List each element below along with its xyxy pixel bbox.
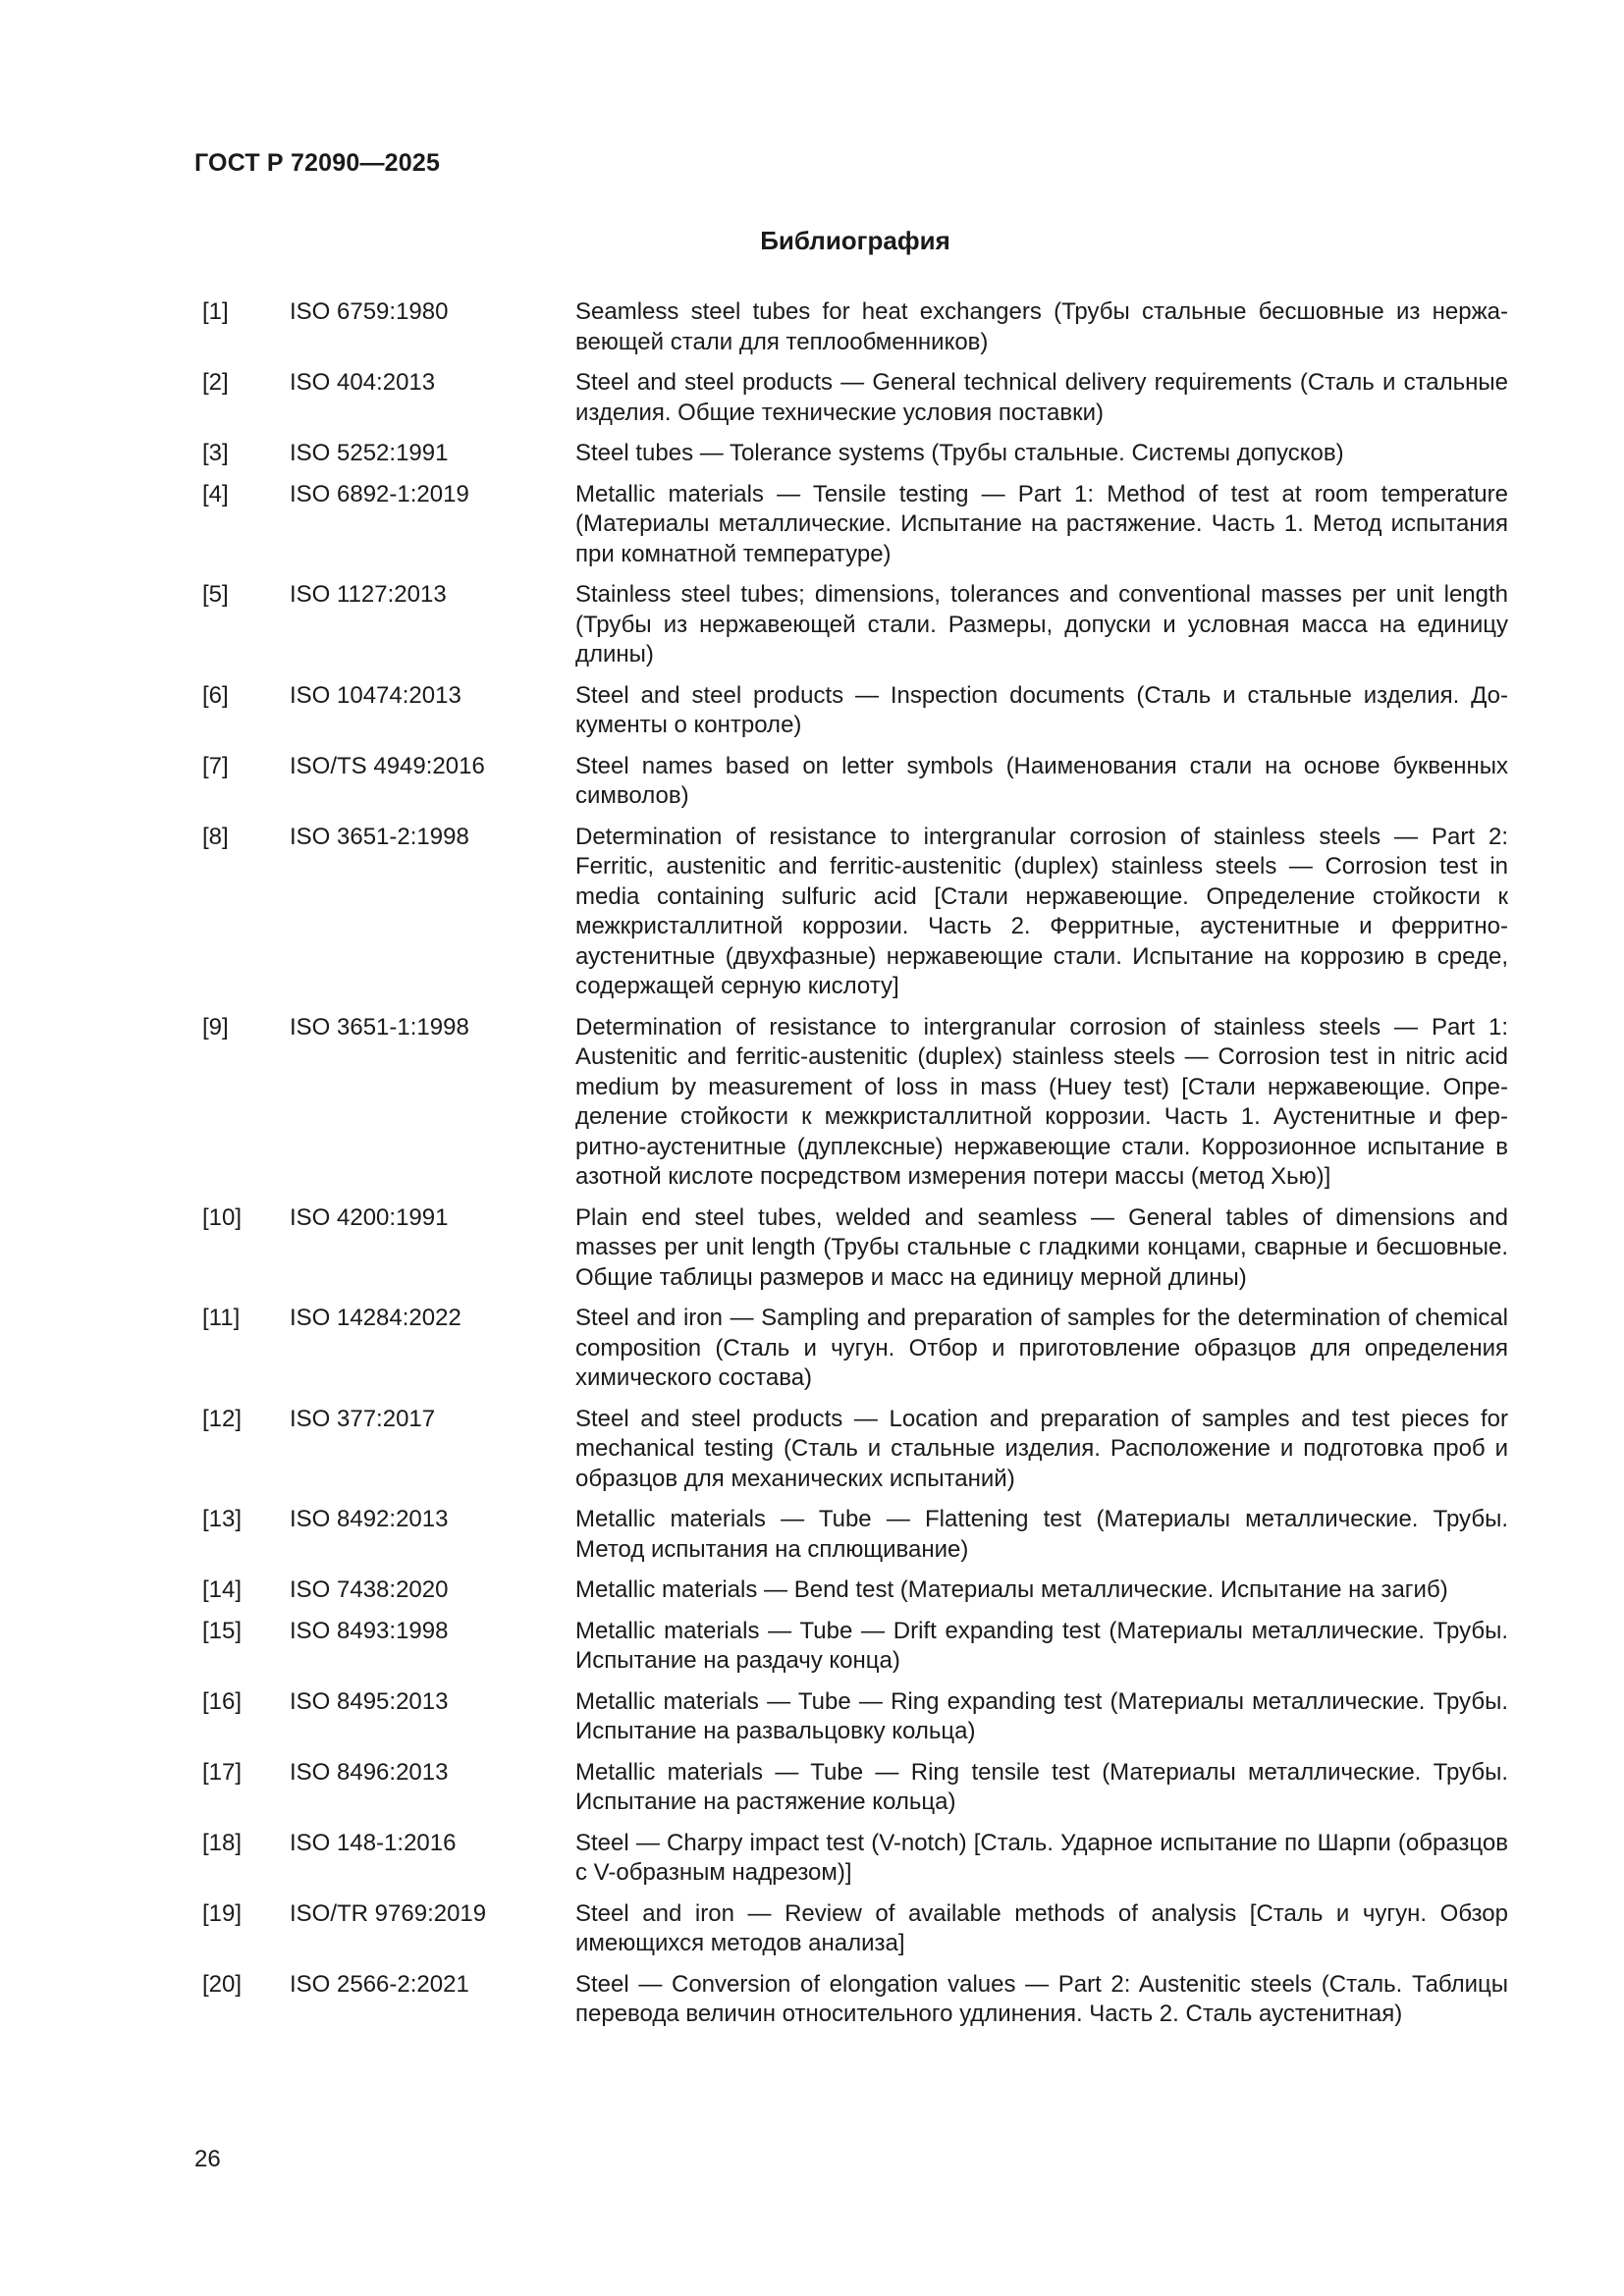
reference-entry [202, 580, 1508, 670]
reference-standard-code: ISO 7438:2020 [290, 1576, 449, 1603]
bibliography-title: Библиография [760, 226, 950, 255]
reference-standard-code: ISO 4200:1991 [290, 1203, 449, 1231]
reference-entry [202, 1405, 1508, 1495]
reference-entry [202, 1013, 1508, 1193]
reference-entry [202, 1758, 1508, 1818]
reference-title: Steel tubes — Tolerance systems (Трубы стальные. Системы допусков) [575, 440, 1344, 466]
reference-number: [4] [202, 480, 229, 507]
reference-number: [10] [202, 1203, 243, 1231]
reference-number: [2] [202, 369, 229, 396]
reference-title: Steel — Charpy impact test (V-notch) [Сталь. Ударное испытание по Шарпи (образцов с V-образным надрезом)] [575, 1829, 1508, 1886]
reference-entry [202, 752, 1508, 812]
reference-standard-code: ISO 1127:2013 [290, 581, 447, 608]
reference-standard-code: ISO 8492:2013 [290, 1506, 449, 1532]
reference-standard-code: ISO/TR 9769:2019 [290, 1899, 487, 1927]
reference-entry [202, 1203, 1508, 1294]
reference-entry [202, 480, 1508, 570]
document-header: ГОСТ Р 72090—2025 [194, 149, 441, 177]
reference-number: [3] [202, 440, 229, 466]
reference-entry [202, 297, 1508, 357]
reference-title: Steel and steel products — Inspection documents (Сталь и стальные изделия. Документы о контроле) [575, 681, 1508, 738]
reference-standard-code: ISO 3651-1:1998 [290, 1013, 469, 1041]
reference-standard-code: ISO 377:2017 [290, 1405, 436, 1432]
reference-number: [13] [202, 1506, 243, 1532]
reference-number: [14] [202, 1576, 243, 1603]
reference-entry [202, 1304, 1508, 1394]
reference-title: Metallic materials — Tube — Drift expanding test (Материалы металлические. Трубы. Испытание на раздачу конца) [575, 1617, 1508, 1674]
reference-number: [19] [202, 1899, 243, 1927]
reference-standard-code: ISO 10474:2013 [290, 681, 461, 709]
reference-entry [202, 1575, 1508, 1606]
reference-title: Steel and steel products — General technical delivery requirements (Сталь и стальные изделия. Общие технические условия поставки) [575, 369, 1508, 426]
reference-standard-code: ISO 404:2013 [290, 369, 436, 396]
reference-title: Metallic materials — Tube — Ring tensile test (Материалы металлические. Трубы. Испытание на растяжение кольца) [575, 1758, 1508, 1815]
reference-number: [15] [202, 1617, 243, 1644]
reference-standard-code: ISO 6892-1:2019 [290, 480, 469, 507]
reference-entry [202, 681, 1508, 741]
reference-title: Metallic materials — Tube — Flattening test (Материалы металлические. Трубы. Метод испытания на сплющивание) [575, 1506, 1508, 1563]
reference-title: Steel and steel products — Location and preparation of samples and test pieces for mechanical testing (Сталь и стальные изделия. Расположение и подготовка проб и образцов для механических испытаний) [575, 1405, 1508, 1492]
reference-title: Steel and iron — Review of available methods of analysis [Сталь и чугун. Обзор имеющихся методов анализа] [575, 1899, 1508, 1956]
reference-entry [202, 1829, 1508, 1889]
reference-number: [5] [202, 581, 229, 608]
page-number: 26 [194, 2146, 221, 2172]
reference-number: [8] [202, 823, 229, 850]
reference-entry [202, 1687, 1508, 1747]
reference-standard-code: ISO 14284:2022 [290, 1305, 461, 1331]
reference-standard-code: ISO 3651-2:1998 [290, 823, 469, 850]
reference-standard-code: ISO 8495:2013 [290, 1687, 449, 1715]
reference-number: [9] [202, 1013, 229, 1041]
reference-title: Plain end steel tubes, welded and seamless — General tables of dimensions and masses per unit length (Трубы стальные с гладкими концами, сварные и бесшовные. Общие таблицы размеров и масс на единицу мерной длины) [575, 1203, 1508, 1291]
reference-title: Determination of resistance to intergranular corrosion of stainless steels — Part 1: Austenitic and ferritic-austenitic (duplex) stainless steels — Corrosion test in nitric acid medium by measurement of loss in mass (Huey test) [Стали нержавеющие. Определение стойкости к межкристаллитной коррозии. Часть 1. Аустенитные и ферритно-аустенитные (дуплексные) нержавеющие стали. Коррозионное испытание в азотной кислоте посредством измерения потери массы (метод Хью)] [575, 1013, 1508, 1190]
reference-standard-code: ISO 8493:1998 [290, 1617, 449, 1644]
reference-title: Steel — Conversion of elongation values — Part 2: Austenitic steels (Сталь. Таблицы перевода величин относительного удлинения. Часть 2. Сталь аустенитная) [575, 1970, 1508, 2027]
reference-title: Determination of resistance to intergranular corrosion of stainless steels — Part 2: Ferritic, austenitic and ferritic-austenitic (duplex) stainless steels — Corrosion test in media containing sulfuric acid [Стали нержавеющие. Определение стойкости к межкристаллитной коррозии. Часть 2. Ферритные, аустенитные и ферритно-аустенитные (двухфазные) нержавеющие стали. Испытание на коррозию в среде, содержащей серную кислоту] [575, 823, 1508, 999]
reference-number: [6] [202, 681, 229, 709]
reference-number: [20] [202, 1970, 243, 1998]
reference-number: [7] [202, 752, 229, 779]
reference-standard-code: ISO 2566-2:2021 [290, 1970, 469, 1998]
reference-standard-code: ISO 148-1:2016 [290, 1829, 457, 1856]
reference-entry [202, 1970, 1508, 2030]
reference-title: Steel and iron — Sampling and preparation of samples for the determination of chemical composition (Сталь и чугун. Отбор и приготовление образцов для определения химического состава) [575, 1305, 1508, 1391]
reference-title: Metallic materials — Tube — Ring expanding test (Материалы металлические. Трубы. Испытание на развальцовку кольца) [575, 1687, 1508, 1744]
reference-title: Metallic materials — Tensile testing — Part 1: Method of test at room temperature (Материалы металлические. Испытание на растяжение. Часть 1. Метод испытания при комнатной температуре) [575, 480, 1508, 567]
reference-number: [1] [202, 298, 229, 325]
reference-standard-code: ISO 5252:1991 [290, 440, 449, 466]
reference-number: [12] [202, 1405, 243, 1432]
reference-entry [202, 368, 1508, 428]
reference-standard-code: ISO/TS 4949:2016 [290, 752, 485, 779]
reference-number: [16] [202, 1687, 243, 1715]
reference-title: Seamless steel tubes for heat exchangers (Трубы стальные бесшовные из нержавеющей стали для теплообменников) [575, 298, 1508, 355]
reference-number: [17] [202, 1758, 243, 1786]
reference-standard-code: ISO 6759:1980 [290, 298, 449, 325]
reference-title: Stainless steel tubes; dimensions, tolerances and conventional masses per unit length (Трубы из нержавеющей стали. Размеры, допуски и условная масса на единицу длины) [575, 581, 1508, 667]
reference-number: [11] [202, 1305, 241, 1331]
reference-title: Metallic materials — Bend test (Материалы металлические. Испытание на загиб) [575, 1576, 1448, 1603]
reference-entry [202, 1617, 1508, 1677]
reference-list [202, 297, 1508, 2041]
reference-title: Steel names based on letter symbols (Наименования стали на основе буквенных символов) [575, 752, 1508, 809]
reference-entry [202, 439, 1508, 469]
reference-number: [18] [202, 1829, 243, 1856]
reference-entry [202, 823, 1508, 1002]
reference-entry [202, 1505, 1508, 1565]
reference-standard-code: ISO 8496:2013 [290, 1758, 449, 1786]
reference-entry [202, 1899, 1508, 1959]
